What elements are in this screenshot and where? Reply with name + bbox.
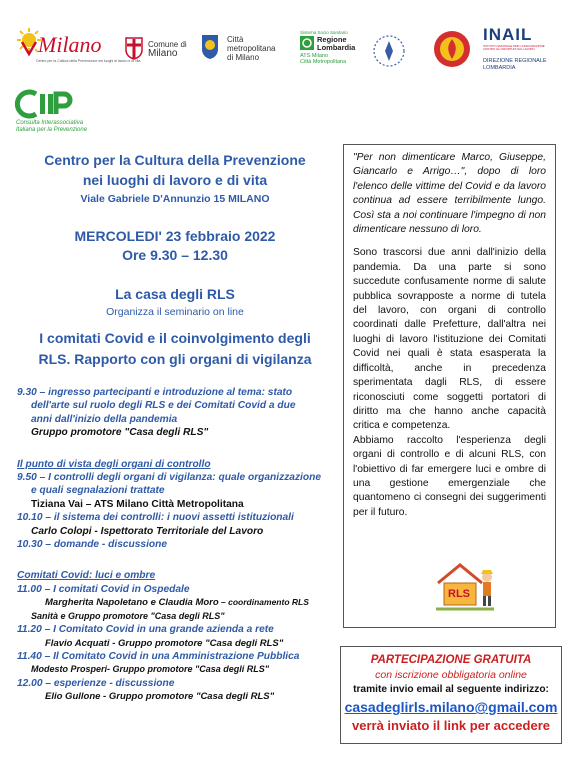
inail-name: INAIL [483, 25, 533, 44]
topic-line1: I comitati Covid e il coinvolgimento degli [39, 330, 311, 346]
program-speaker-1120: Flavio Acquati - Gruppo promotore "Casa degli RLS" [45, 637, 284, 649]
registration-box [340, 646, 562, 744]
program-item-950: 9.50 – I controlli degli organi di vigilanza: quale organizzazione [17, 472, 321, 484]
house-illustration [434, 559, 496, 611]
ciip-sub2: Italiana per la Prevenzione [16, 126, 88, 133]
shield-icon [124, 36, 144, 60]
comune-line1: Comune di [148, 40, 187, 49]
topic-line2: RLS. Rapporto con gli organi di vigilanza [38, 351, 312, 367]
box-paragraph-1: Sono trascorsi due anni dall'inizio della pandemia. Da una parte si sono succedute confusamente norme di salute pubblica sovrapposte a norme di tutela del lavoro, con organi di controllo coordinati dalle Prefetture, dall'altra nei luoghi di lavoro l'istituzione dei Comitati Covid nei quali è stata esasperata la difficoltà, anche in precedenza sperimentata dagli RLS, di essere riconosciuti come soggetti portatori di diritto ma che hanno anche capacità critica e competenza. [353, 247, 546, 432]
program [17, 386, 339, 704]
ats-line5: Città Metropolitana [300, 59, 347, 65]
program-speaker-1010: Carlo Colopi - Ispettorato Territoriale del Lavoro [31, 525, 264, 537]
comune-line2: Milano [148, 48, 178, 59]
program-item-1200: 12.00 – esperienze - discussione [17, 677, 175, 689]
logo-ciip [16, 90, 116, 134]
citta-line1: Città [227, 35, 244, 44]
program-item-1100: 11.00 – I comitati Covid in Ospedale [17, 583, 190, 595]
logo-inail [483, 25, 563, 73]
lombardia-rose-icon [300, 36, 314, 50]
program-speaker-930: Gruppo promotore "Casa degli RLS" [31, 427, 209, 439]
ats-line2: Regione [317, 35, 347, 44]
registration-title: PARTECIPAZIONE GRATUITA [370, 654, 532, 666]
logo-citta-metropolitana [199, 33, 279, 69]
program-item-1030: 10.30 – domande - discussione [17, 539, 168, 551]
seminar-note: Organizza il seminario on line [106, 306, 244, 318]
program-item-930-line2: dell'arte sul ruolo degli RLS e dei Comitati Covid a due [31, 400, 296, 412]
registration-note: con iscrizione obbligatoria online [375, 669, 527, 681]
program-speaker-1100-line2: Sanità e Gruppo promotore "Casa degli RLS" [31, 610, 225, 621]
ats-line3: Lombardia [317, 43, 356, 52]
event-time: Ore 9.30 – 12.30 [122, 247, 228, 263]
inail-dir1: DIREZIONE REGIONALE [483, 58, 547, 64]
house-worker-icon [434, 559, 496, 611]
title-line1: Centro per la Cultura della Prevenzione [44, 152, 306, 168]
ats-line1: Sistema Socio Sanitario [300, 30, 348, 35]
inail-sub: ISTITUTO NAZIONALE PER L'ASSICURAZIONE CONTRO GLI INFORTUNI SUL LAVORO [483, 44, 545, 51]
program-item-1010: 10.10 – il sistema dei controlli: i nuovi assetti istituzionali [17, 512, 294, 524]
box-quote: "Per non dimenticare Marco, Giuseppe, Giancarlo e Arrigo…", dopo di loro l'elenco delle vittime del Covid e da lavoro continua ad essere terribilmente lungo. Così sta a noi continuare l'impegno di non dimenticare nessuno di loro. [353, 152, 546, 236]
section-organi-controllo: Il punto di vista degli organi di controllo [17, 458, 211, 470]
program-speaker-1100: Margherita Napoletano e Claudia Moro [45, 597, 219, 609]
program-item-930: 9.30 – ingresso partecipanti e introduzione al tema: stato [17, 387, 293, 398]
ats-line4: ATS Milano [300, 53, 329, 59]
box-paragraph-2: Abbiamo raccolto l'esperienza degli organi di controllo e di alcuni RLS, con l'obiettivo di far emergere luci e ombre di una gestione emergenziale che quantomeno ci consegni dei suggerimenti per il futuro. [353, 434, 546, 518]
logo-milano-prevenzione [14, 26, 141, 66]
registration-instruction: tramite invio email al seguente indirizzo: [353, 684, 549, 695]
ciip-sub1: Consulta Interassociativa [16, 120, 84, 126]
milano-brand: Milano [38, 32, 102, 57]
crest-icon [199, 33, 221, 61]
program-speaker-1200: Elio Gullone - Gruppo promotore "Casa degli RLS" [45, 691, 275, 703]
registration-email-link[interactable]: casadeglirls.milano@gmail.com [344, 699, 558, 715]
logo-ats-lombardia [298, 29, 368, 71]
info-box [343, 144, 556, 628]
registration-link-note: verrà inviato il link per accedere [352, 718, 550, 733]
event-date: MERCOLEDI' 23 febbraio 2022 [74, 228, 276, 244]
citta-line2: metropolitana [227, 44, 276, 53]
program-item-950-line2: e quali segnalazioni trattate [31, 485, 165, 497]
program-item-1120: 11.20 – I Comitato Covid in una grande azienda a rete [17, 624, 274, 636]
vigili-fuoco-emblem-icon [432, 29, 472, 69]
prefettura-emblem-icon [371, 33, 407, 69]
ciip-mark-icon [16, 90, 76, 118]
inail-dir2: LOMBARDIA [483, 64, 516, 71]
address: Viale Gabriele D'Annunzio 15 MILANO [80, 193, 270, 205]
citta-line3: di Milano [227, 53, 260, 62]
program-speaker-950: Tiziana Vai – ATS Milano Città Metropolitana [31, 498, 244, 510]
title-line2: nei luoghi di lavoro e di vita [82, 172, 268, 188]
section-comitati-covid: Comitati Covid: luci e ombre [17, 570, 156, 582]
program-speaker-1140: Modesto Prosperi- Gruppo promotore "Casa degli RLS" [31, 664, 270, 675]
milano-tagline: Centro per la Cultura della Prevenzione nei luoghi di lavoro e di vita [36, 59, 141, 63]
program-role-1100: – coordinamento RLS [218, 597, 309, 608]
logo-comune-milano [124, 36, 196, 66]
house-label: RLS [448, 588, 470, 600]
organizer: La casa degli RLS [115, 286, 235, 302]
program-item-930-line3: anni dall'inizio della pandemia [31, 413, 178, 425]
program-item-1140: 11.40 – Il Comitato Covid in una Amministrazione Pubblica [17, 650, 300, 662]
